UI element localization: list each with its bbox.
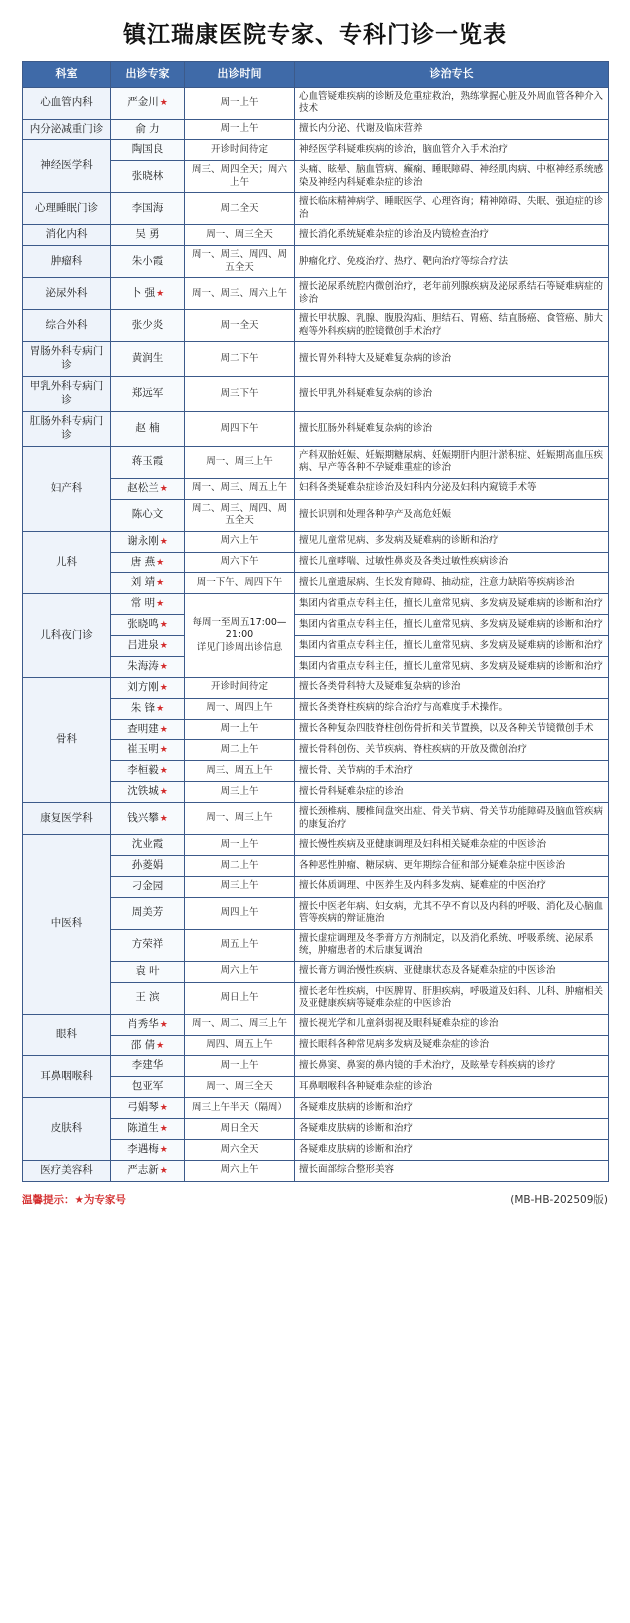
specialty-cell: 擅长各类脊柱疾病的综合治疗与高难度手术操作。 bbox=[295, 698, 609, 719]
specialty-cell: 擅长识别和处理各种孕产及高危妊娠 bbox=[295, 499, 609, 531]
table-row bbox=[23, 1056, 609, 1077]
time-cell: 周六上午 bbox=[185, 961, 295, 982]
time-cell: 周一上午 bbox=[185, 119, 295, 140]
doctor-cell bbox=[111, 499, 185, 531]
time-cell: 周一上午 bbox=[185, 835, 295, 856]
department-cell: 甲乳外科专病门诊 bbox=[23, 377, 111, 412]
page-title: 镇江瑞康医院专家、专科门诊一览表 bbox=[123, 21, 507, 48]
specialty-cell: 擅长儿童遗尿病、生长发育障碍、抽动症，注意力缺陷等疾病诊治 bbox=[295, 573, 609, 594]
time-cell: 开诊时间待定 bbox=[185, 140, 295, 161]
table-row bbox=[23, 342, 609, 377]
doctor-cell bbox=[111, 225, 185, 246]
time-cell: 周一、周三全天 bbox=[185, 1077, 295, 1098]
doctor-cell bbox=[111, 1098, 185, 1119]
doctor-cell bbox=[111, 342, 185, 377]
doctor-name: 朱小霞 bbox=[131, 254, 164, 267]
doctor-cell bbox=[111, 411, 185, 446]
expert-star-icon: ★ bbox=[159, 661, 168, 672]
time-cell: 周四、周五上午 bbox=[185, 1035, 295, 1056]
department-cell: 儿科夜门诊 bbox=[23, 594, 111, 678]
doctor-cell bbox=[111, 1035, 185, 1056]
specialty-cell: 神经医学科疑难疾病的诊治，脑血管介入手术治疗 bbox=[295, 140, 609, 161]
table-row bbox=[23, 1160, 609, 1181]
table-row bbox=[23, 87, 609, 119]
expert-star-icon: ★ bbox=[159, 620, 168, 631]
doctor-cell bbox=[111, 719, 185, 740]
time-cell: 周五上午 bbox=[185, 929, 295, 961]
expert-star-icon: ★ bbox=[159, 745, 168, 756]
doctor-name: 邵 倩 bbox=[130, 1038, 156, 1051]
table-row bbox=[23, 782, 609, 803]
doctor-cell bbox=[111, 961, 185, 982]
department-cell: 心理睡眠门诊 bbox=[23, 193, 111, 225]
doctor-name: 赵 楠 bbox=[135, 421, 160, 434]
time-cell: 周二上午 bbox=[185, 855, 295, 876]
table-row bbox=[23, 140, 609, 161]
time-cell: 周一上午 bbox=[185, 719, 295, 740]
header-specialty: 诊治专长 bbox=[295, 62, 609, 88]
schedule-table bbox=[22, 61, 609, 1182]
specialty-cell: 擅长临床精神病学、睡眠医学、心理咨询；精神障碍、失眠、强迫症的诊治 bbox=[295, 193, 609, 225]
doctor-cell bbox=[111, 193, 185, 225]
table-row bbox=[23, 573, 609, 594]
doctor-name: 俞 力 bbox=[135, 122, 160, 135]
doctor-cell bbox=[111, 1160, 185, 1181]
table-row bbox=[23, 982, 609, 1014]
doctor-name: 钱兴攀 bbox=[127, 811, 159, 824]
expert-star-icon: ★ bbox=[159, 1124, 168, 1135]
specialty-cell: 妇科各类疑难杂症诊治及妇科内分泌及妇科内窥镜手术等 bbox=[295, 478, 609, 499]
table-row bbox=[23, 411, 609, 446]
specialty-cell: 擅长消化系统疑难杂症的诊治及内镜检查治疗 bbox=[295, 225, 609, 246]
expert-star-icon: ★ bbox=[159, 483, 168, 494]
table-row bbox=[23, 594, 609, 615]
specialty-cell: 各疑难皮肤病的诊断和治疗 bbox=[295, 1119, 609, 1140]
time-cell: 周一、周三、周六上午 bbox=[185, 278, 295, 310]
time-cell: 每周一至周五17:00—21:00 详见门诊周出诊信息 bbox=[185, 594, 295, 678]
specialty-cell: 擅长虚症调理及冬季膏方方剂制定，以及消化系统、呼吸系统、泌尿系统，肿瘤患者的术后康复调治 bbox=[295, 929, 609, 961]
doctor-name: 刘方刚 bbox=[127, 680, 159, 693]
table-row bbox=[23, 636, 609, 657]
doctor-name: 李国海 bbox=[131, 201, 164, 214]
specialty-cell: 各疑难皮肤病的诊断和治疗 bbox=[295, 1139, 609, 1160]
table-row bbox=[23, 377, 609, 412]
department-cell: 泌尿外科 bbox=[23, 278, 111, 310]
specialty-cell: 擅长骨科疑难杂症的诊治 bbox=[295, 782, 609, 803]
doctor-cell bbox=[111, 740, 185, 761]
doctor-name: 朱海涛 bbox=[127, 659, 159, 672]
table-body bbox=[23, 87, 609, 1181]
specialty-cell: 擅长甲状腺、乳腺、腹股沟疝、胆结石、胃癌、结直肠癌、食管癌、肺大疱等外科疾病的腔镜微创手术治疗 bbox=[295, 310, 609, 342]
department-cell: 皮肤科 bbox=[23, 1098, 111, 1161]
specialty-cell: 擅长膏方调治慢性疾病、亚健康状态及各疑难杂症的中医诊治 bbox=[295, 961, 609, 982]
specialty-cell: 肿瘤化疗、免疫治疗、热疗、靶向治疗等综合疗法 bbox=[295, 246, 609, 278]
table-row bbox=[23, 803, 609, 835]
time-cell: 周四下午 bbox=[185, 411, 295, 446]
doctor-name: 陈心文 bbox=[131, 508, 164, 521]
specialty-cell: 产科双胎妊娠、妊娠期糖尿病、妊娠期肝内胆汁淤积症、妊娠期高血压疾病、早产等各种不孕疑难重症的诊治 bbox=[295, 446, 609, 478]
table-row bbox=[23, 1139, 609, 1160]
time-cell: 周一、周三上午 bbox=[185, 446, 295, 478]
time-cell: 周日全天 bbox=[185, 1119, 295, 1140]
specialty-cell: 集团内省重点专科主任，擅长儿童常见病、多发病及疑难病的诊断和治疗 bbox=[295, 656, 609, 677]
department-cell: 眼科 bbox=[23, 1014, 111, 1056]
table-row bbox=[23, 478, 609, 499]
expert-star-icon: ★ bbox=[156, 578, 165, 589]
doctor-cell bbox=[111, 1119, 185, 1140]
table-row bbox=[23, 1077, 609, 1098]
time-cell: 周二全天 bbox=[185, 193, 295, 225]
doctor-name: 肖秀华 bbox=[127, 1017, 159, 1030]
doctor-cell bbox=[111, 87, 185, 119]
department-cell: 综合外科 bbox=[23, 310, 111, 342]
time-cell: 周六全天 bbox=[185, 1139, 295, 1160]
department-cell: 中医科 bbox=[23, 835, 111, 1015]
doctor-cell bbox=[111, 698, 185, 719]
expert-star-icon: ★ bbox=[159, 1019, 168, 1030]
doctor-name: 沈铁城 bbox=[127, 785, 159, 798]
table-row bbox=[23, 897, 609, 929]
expert-star-icon: ★ bbox=[159, 1144, 168, 1155]
department-cell: 妇产科 bbox=[23, 446, 111, 531]
doctor-cell bbox=[111, 615, 185, 636]
department-cell: 骨科 bbox=[23, 677, 111, 802]
department-cell: 肛肠外科专病门诊 bbox=[23, 411, 111, 446]
doctor-name: 周美芳 bbox=[131, 906, 164, 919]
specialty-cell: 擅长内分泌、代谢及临床营养 bbox=[295, 119, 609, 140]
time-cell: 周一、周三上午 bbox=[185, 803, 295, 835]
department-cell: 胃肠外科专病门诊 bbox=[23, 342, 111, 377]
table-row bbox=[23, 310, 609, 342]
doctor-name: 吕进泉 bbox=[127, 639, 159, 651]
time-cell: 周三、周四全天；周六上午 bbox=[185, 161, 295, 193]
footer-version: (MB-HB-202509版) bbox=[510, 1193, 608, 1206]
doctor-cell bbox=[111, 876, 185, 897]
header-time: 出诊时间 bbox=[185, 62, 295, 88]
expert-star-icon: ★ bbox=[159, 98, 168, 109]
doctor-name: 沈业霞 bbox=[131, 838, 164, 851]
doctor-cell bbox=[111, 803, 185, 835]
specialty-cell: 擅长胃外科特大及疑难复杂病的诊治 bbox=[295, 342, 609, 377]
time-cell: 周一、周二、周三上午 bbox=[185, 1014, 295, 1035]
time-cell: 开诊时间待定 bbox=[185, 677, 295, 698]
table-row bbox=[23, 740, 609, 761]
department-cell: 神经医学科 bbox=[23, 140, 111, 193]
time-cell: 周六上午 bbox=[185, 1160, 295, 1181]
specialty-cell: 擅长鼻窦、鼻窦的鼻内镜的手术治疗，及眩晕专科疾病的诊疗 bbox=[295, 1056, 609, 1077]
table-row bbox=[23, 1098, 609, 1119]
time-cell: 周一、周四上午 bbox=[185, 698, 295, 719]
table-row bbox=[23, 876, 609, 897]
specialty-cell: 集团内省重点专科主任，擅长儿童常见病、多发病及疑难病的诊断和治疗 bbox=[295, 594, 609, 615]
specialty-cell: 集团内省重点专科主任，擅长儿童常见病、多发病及疑难病的诊断和治疗 bbox=[295, 636, 609, 657]
doctor-cell bbox=[111, 656, 185, 677]
department-cell: 康复医学科 bbox=[23, 803, 111, 835]
expert-star-icon: ★ bbox=[159, 641, 168, 651]
doctor-cell bbox=[111, 278, 185, 310]
expert-star-icon: ★ bbox=[159, 1165, 168, 1176]
table-row bbox=[23, 719, 609, 740]
doctor-cell bbox=[111, 855, 185, 876]
specialty-cell: 擅长各种复杂四肢脊柱创伤骨折和关节置换，以及各种关节镜微创手术 bbox=[295, 719, 609, 740]
specialty-cell: 擅长儿童哮喘、过敏性鼻炎及各类过敏性疾病诊治 bbox=[295, 552, 609, 573]
doctor-name: 崔玉明 bbox=[127, 743, 159, 756]
doctor-name: 严金川 bbox=[127, 96, 159, 109]
doctor-cell bbox=[111, 140, 185, 161]
table-row bbox=[23, 855, 609, 876]
table-row bbox=[23, 677, 609, 698]
department-cell: 耳鼻咽喉科 bbox=[23, 1056, 111, 1098]
specialty-cell: 擅长肛肠外科疑难复杂病的诊治 bbox=[295, 411, 609, 446]
expert-star-icon: ★ bbox=[159, 1103, 168, 1114]
doctor-name: 张少炎 bbox=[131, 319, 164, 331]
doctor-name: 李桓毅 bbox=[127, 764, 159, 777]
time-cell: 周二下午 bbox=[185, 342, 295, 377]
doctor-name: 郑远军 bbox=[131, 387, 164, 400]
specialty-cell: 擅长骨科创伤、关节疾病、脊柱疾病的开放及微创治疗 bbox=[295, 740, 609, 761]
table-row bbox=[23, 615, 609, 636]
time-cell: 周一上午 bbox=[185, 87, 295, 119]
doctor-cell bbox=[111, 119, 185, 140]
doctor-cell bbox=[111, 1139, 185, 1160]
doctor-name: 黄润生 bbox=[131, 352, 164, 365]
time-cell: 周三下午 bbox=[185, 377, 295, 412]
specialty-cell: 擅长甲乳外科疑难复杂病的诊治 bbox=[295, 377, 609, 412]
specialty-cell: 擅长颈椎病、腰椎间盘突出症、骨关节病、骨关节功能障碍及脑血管疾病的康复治疗 bbox=[295, 803, 609, 835]
time-cell: 周三上午半天（隔周） bbox=[185, 1098, 295, 1119]
time-cell: 周日上午 bbox=[185, 982, 295, 1014]
table-row bbox=[23, 1035, 609, 1056]
specialty-cell: 擅长面部综合整形美容 bbox=[295, 1160, 609, 1181]
table-row bbox=[23, 161, 609, 193]
specialty-cell: 各疑难皮肤病的诊断和治疗 bbox=[295, 1098, 609, 1119]
expert-star-icon: ★ bbox=[159, 766, 168, 777]
doctor-cell bbox=[111, 761, 185, 782]
table-row bbox=[23, 193, 609, 225]
specialty-cell: 擅长泌尿系统腔内微创治疗，老年前列腺疾病及泌尿系结石等疑难病症的诊治 bbox=[295, 278, 609, 310]
specialty-cell: 擅长视光学和儿童斜弱视及眼科疑难杂症的诊治 bbox=[295, 1014, 609, 1035]
table-row bbox=[23, 698, 609, 719]
doctor-name: 蒋玉霞 bbox=[131, 455, 164, 468]
table-row bbox=[23, 446, 609, 478]
specialty-cell: 擅长慢性疾病及亚健康调理及妇科相关疑难杂症的中医诊治 bbox=[295, 835, 609, 856]
expert-star-icon: ★ bbox=[159, 536, 168, 547]
department-cell: 内分泌减重门诊 bbox=[23, 119, 111, 140]
table-row bbox=[23, 225, 609, 246]
doctor-name: 张晓林 bbox=[131, 169, 164, 182]
doctor-cell bbox=[111, 552, 185, 573]
expert-star-icon: ★ bbox=[156, 1040, 165, 1051]
time-cell: 周一、周三、周四、周五全天 bbox=[185, 246, 295, 278]
department-cell: 儿科 bbox=[23, 531, 111, 594]
specialty-cell: 心血管疑难疾病的诊断及危重症救治，熟练掌握心脏及外周血管各种介入技术 bbox=[295, 87, 609, 119]
doctor-name: 刘 靖 bbox=[130, 576, 156, 589]
specialty-cell: 各种恶性肿瘤、糖尿病、更年期综合征和部分疑难杂症中医诊治 bbox=[295, 855, 609, 876]
doctor-name: 严志新 bbox=[127, 1163, 159, 1176]
table-row bbox=[23, 278, 609, 310]
header-doctor: 出诊专家 bbox=[111, 62, 185, 88]
doctor-cell bbox=[111, 1014, 185, 1035]
doctor-name: 唐 燕 bbox=[130, 555, 156, 568]
doctor-name: 常 明 bbox=[130, 597, 156, 610]
specialty-cell: 集团内省重点专科主任，擅长儿童常见病、多发病及疑难病的诊断和治疗 bbox=[295, 615, 609, 636]
doctor-name: 孙菱娟 bbox=[131, 858, 164, 871]
time-cell: 周四上午 bbox=[185, 897, 295, 929]
doctor-name: 李遇梅 bbox=[127, 1142, 159, 1155]
doctor-name: 方荣祥 bbox=[131, 938, 164, 951]
table-row bbox=[23, 761, 609, 782]
header-department: 科室 bbox=[23, 62, 111, 88]
table-row bbox=[23, 119, 609, 140]
time-cell: 周六下午 bbox=[185, 552, 295, 573]
time-cell: 周六上午 bbox=[185, 531, 295, 552]
doctor-cell bbox=[111, 782, 185, 803]
doctor-name: 谢永刚 bbox=[127, 534, 159, 547]
time-cell: 周三上午 bbox=[185, 876, 295, 897]
doctor-cell bbox=[111, 246, 185, 278]
footer-tip: 温馨提示：★为专家号 bbox=[22, 1193, 126, 1206]
doctor-cell bbox=[111, 835, 185, 856]
doctor-cell bbox=[111, 982, 185, 1014]
time-cell: 周一上午 bbox=[185, 1056, 295, 1077]
table-row bbox=[23, 1119, 609, 1140]
doctor-cell bbox=[111, 897, 185, 929]
table-row bbox=[23, 1014, 609, 1035]
expert-star-icon: ★ bbox=[156, 599, 165, 610]
doctor-name: 刁金园 bbox=[131, 879, 164, 892]
specialty-cell: 擅见儿童常见病、多发病及疑难病的诊断和治疗 bbox=[295, 531, 609, 552]
department-cell: 消化内科 bbox=[23, 225, 111, 246]
doctor-cell bbox=[111, 478, 185, 499]
table-row bbox=[23, 835, 609, 856]
time-cell: 周一、周三全天 bbox=[185, 225, 295, 246]
specialty-cell: 擅长老年性疾病，中医脾胃、肝胆疾病，呼吸道及妇科、儿科、肿瘤相关及亚健康疾病等疑难杂症的中医诊治 bbox=[295, 982, 609, 1014]
doctor-cell bbox=[111, 929, 185, 961]
doctor-name: 张晓鸣 bbox=[127, 618, 159, 631]
doctor-name: 陈道生 bbox=[127, 1122, 159, 1135]
doctor-name: 李建华 bbox=[131, 1059, 164, 1072]
specialty-cell: 擅长眼科各种常见病多发病及疑难杂症的诊治 bbox=[295, 1035, 609, 1056]
doctor-cell bbox=[111, 531, 185, 552]
table-row bbox=[23, 552, 609, 573]
table-row bbox=[23, 531, 609, 552]
expert-star-icon: ★ bbox=[159, 682, 168, 693]
doctor-name: 王 滨 bbox=[135, 991, 160, 1004]
doctor-name: 卜 强 bbox=[130, 286, 156, 299]
time-cell: 周三、周五上午 bbox=[185, 761, 295, 782]
doctor-name: 赵松兰 bbox=[127, 481, 159, 494]
doctor-name: 袁 叶 bbox=[135, 964, 160, 977]
specialty-cell: 耳鼻咽喉科各种疑难杂症的诊治 bbox=[295, 1077, 609, 1098]
time-cell: 周一下午、周四下午 bbox=[185, 573, 295, 594]
specialty-cell: 擅长体质调理、中医养生及内科多发病、疑难症的中医治疗 bbox=[295, 876, 609, 897]
expert-star-icon: ★ bbox=[159, 724, 168, 735]
department-cell: 肿瘤科 bbox=[23, 246, 111, 278]
doctor-cell bbox=[111, 377, 185, 412]
expert-star-icon: ★ bbox=[159, 813, 168, 824]
table-row bbox=[23, 656, 609, 677]
expert-star-icon: ★ bbox=[156, 557, 165, 568]
table-row bbox=[23, 246, 609, 278]
doctor-name: 弓娟琴 bbox=[127, 1101, 159, 1114]
doctor-cell bbox=[111, 636, 185, 657]
table-row bbox=[23, 961, 609, 982]
expert-star-icon: ★ bbox=[156, 703, 165, 714]
specialty-cell: 擅长各类骨科特大及疑难复杂病的诊治 bbox=[295, 677, 609, 698]
time-cell: 周二上午 bbox=[185, 740, 295, 761]
table-row bbox=[23, 929, 609, 961]
doctor-name: 查明建 bbox=[127, 722, 159, 735]
department-cell: 心血管内科 bbox=[23, 87, 111, 119]
doctor-name: 陶国良 bbox=[131, 143, 164, 156]
doctor-cell bbox=[111, 573, 185, 594]
time-cell: 周二、周三、周四、周五全天 bbox=[185, 499, 295, 531]
doctor-cell bbox=[111, 446, 185, 478]
specialty-cell: 擅长骨、关节病的手术治疗 bbox=[295, 761, 609, 782]
time-cell: 周三上午 bbox=[185, 782, 295, 803]
expert-star-icon: ★ bbox=[156, 288, 165, 299]
doctor-cell bbox=[111, 161, 185, 193]
department-cell: 医疗美容科 bbox=[23, 1160, 111, 1181]
footer bbox=[22, 1192, 608, 1207]
time-cell: 周一、周三、周五上午 bbox=[185, 478, 295, 499]
doctor-cell bbox=[111, 677, 185, 698]
time-cell: 周一全天 bbox=[185, 310, 295, 342]
doctor-name: 包亚军 bbox=[131, 1080, 164, 1093]
doctor-name: 吴 勇 bbox=[135, 228, 160, 241]
doctor-cell bbox=[111, 594, 185, 615]
doctor-cell bbox=[111, 310, 185, 342]
expert-star-icon: ★ bbox=[159, 787, 168, 798]
doctor-name: 朱 锋 bbox=[130, 701, 156, 714]
table-row bbox=[23, 499, 609, 531]
doctor-cell bbox=[111, 1056, 185, 1077]
doctor-cell bbox=[111, 1077, 185, 1098]
specialty-cell: 头痛、眩晕、脑血管病、癫痫、睡眠障碍、神经肌肉病、中枢神经系统感染及神经内科疑难杂症的诊治 bbox=[295, 161, 609, 193]
table-header-row bbox=[23, 62, 609, 88]
specialty-cell: 擅长中医老年病、妇女病，尤其不孕不育以及内科的呼吸、消化及心脑血管等疾病的辩证施治 bbox=[295, 897, 609, 929]
